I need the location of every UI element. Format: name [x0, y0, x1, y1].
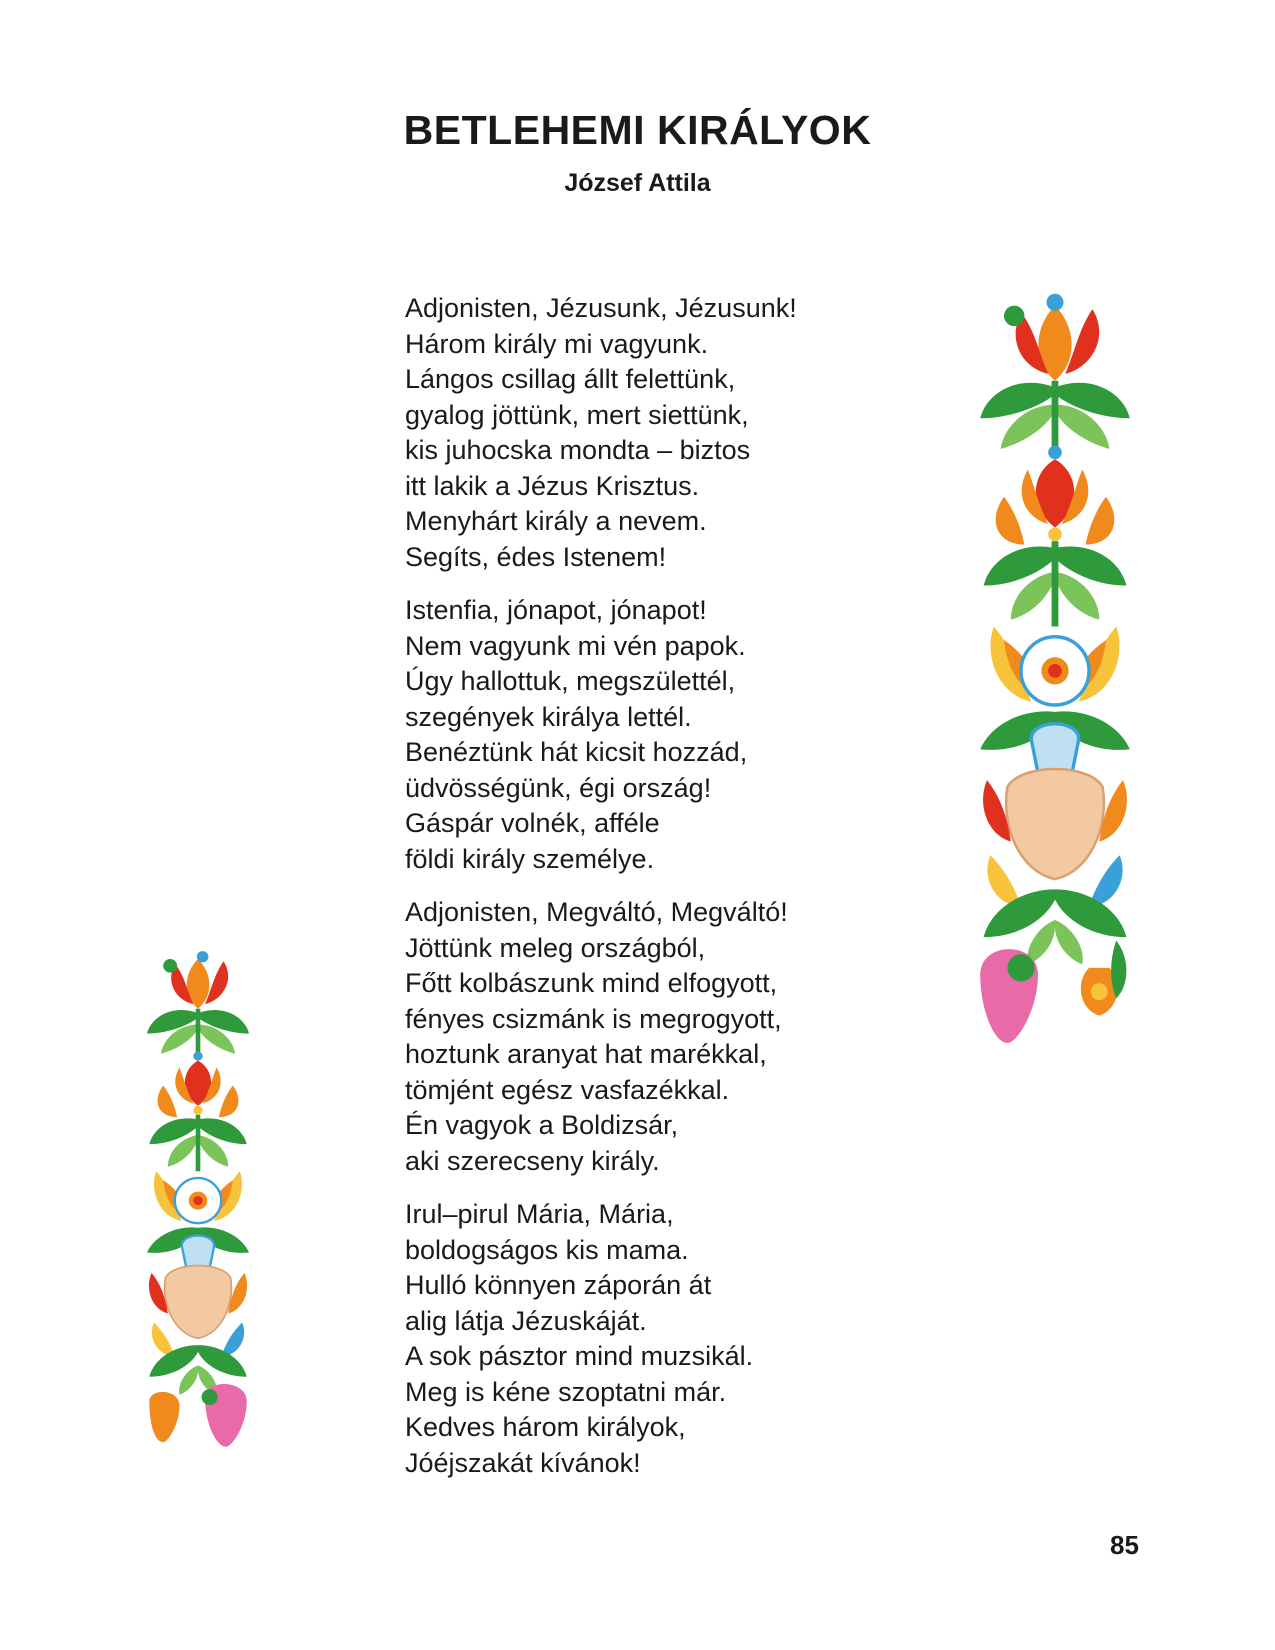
poem-line: Úgy hallottuk, megszülettél, [405, 666, 736, 696]
poem-line: aki szerecseny király. [405, 1145, 660, 1176]
floral-border-left-svg [140, 950, 256, 1458]
poem-line: gyalog jöttünk, mert siettünk, [405, 399, 749, 430]
stanza-3 [405, 895, 905, 1179]
poem-line: Én vagyok a Boldizsár, [405, 1110, 679, 1140]
poem-line: Nem vagyunk mi vén papok. [405, 630, 746, 661]
poem-line: A sok pásztor mind muzsikál. [405, 1341, 754, 1371]
poem-body [405, 291, 905, 1499]
folk-floral-border-icon [970, 292, 1140, 1060]
poem-line: Három király mi vagyunk. [405, 328, 709, 359]
poem-line: Adjonisten, Jézusunk, Jézusunk! [405, 293, 797, 323]
author-name: József Attila [564, 169, 711, 197]
poem-line: Gáspár volnék, afféle [405, 808, 660, 838]
poem-line: alig látja Jézuskáját. [405, 1305, 647, 1336]
poem-line: kis juhocska mondta – biztos [405, 435, 751, 465]
poem-line: fényes csizmánk is megrogyott, [405, 1003, 782, 1034]
poem-line: Jöttünk meleg országból, [405, 932, 706, 963]
stanza-4 [405, 1197, 905, 1481]
poem-line: szegények királya lettél. [405, 701, 692, 732]
poem-line: Irul–pirul Mária, Mária, [405, 1199, 674, 1229]
ornament-group [147, 951, 249, 1447]
poem-line: Meg is kéne szoptatni már. [405, 1376, 727, 1407]
poem-line: üdvösségünk, égi ország! [405, 772, 712, 803]
poem-line: Főtt kolbászunk mind elfogyott, [405, 968, 778, 998]
poem-line: Lángos csillag állt felettünk, [405, 364, 736, 394]
ornament-group [980, 294, 1130, 1043]
poem-line: Istenfia, jónapot, jónapot! [405, 595, 707, 625]
poem-line: Menyhárt király a nevem. [405, 506, 707, 536]
poem-line: Segíts, édes Istenem! [405, 541, 667, 572]
poem-line: Adjonisten, Megváltó, Megváltó! [405, 897, 788, 927]
poem-line: Benéztünk hát kicsit hozzád, [405, 737, 748, 767]
poem-line: Jóéjszakát kívánok! [405, 1447, 641, 1478]
poem-line: földi király személye. [405, 843, 655, 874]
page-title: BETLEHEMI KIRÁLYOK [403, 107, 872, 153]
stanza-1 [405, 291, 905, 575]
floral-border-right-svg [970, 292, 1140, 1060]
poem-line: tömjént egész vasfazékkal. [405, 1074, 730, 1105]
folk-floral-border-icon [140, 950, 256, 1458]
poem-line: itt lakik a Jézus Krisztus. [405, 470, 700, 501]
stanza-2 [405, 593, 905, 877]
poem-line: Hulló könnyen záporán át [405, 1270, 712, 1300]
poem-line: Kedves három királyok, [405, 1412, 686, 1442]
poem-line: boldogságos kis mama. [405, 1234, 689, 1265]
poem-line: hoztunk aranyat hat marékkal, [405, 1039, 767, 1069]
page-number: 85 [1110, 1530, 1139, 1560]
